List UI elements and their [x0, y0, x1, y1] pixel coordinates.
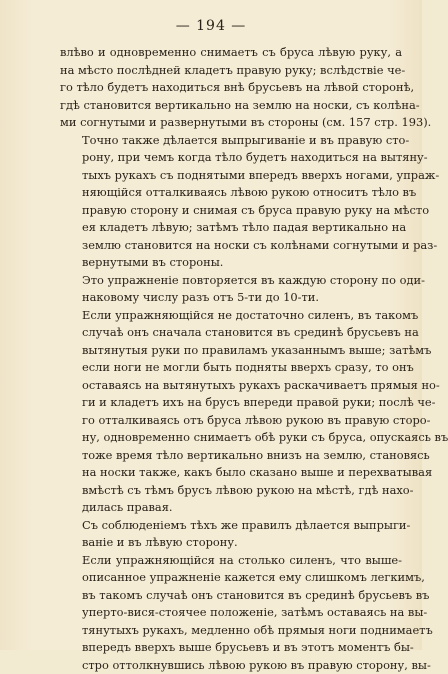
text-line: вытянутыя руки по правиламъ указаннымъ выше; затѣмъ — [60, 342, 402, 360]
text-line: случаѣ онъ сначала становится въ срединѣ брусьевъ на — [60, 324, 402, 342]
text-line: вернутыми въ стороны. — [60, 254, 402, 272]
text-line: гдѣ становится вертикально на землю на носки, съ колѣна- — [60, 97, 402, 115]
text-line: го тѣло будетъ находиться внѣ брусьевъ на лѣвой сторонѣ, — [60, 79, 402, 97]
text-line: если ноги не могли быть подняты вверхъ сразу, то онъ — [60, 359, 402, 377]
page-number: — 194 — — [0, 18, 422, 34]
text-line: дилась правая. — [60, 499, 402, 517]
text-line: стро оттолкнувшись лѣвою рукою въ правую сторону, вы- — [60, 657, 402, 674]
text-line: тыхъ рукахъ съ поднятыми впередъ вверхъ ногами, упраж- — [60, 167, 402, 185]
text-line: няющійся отталкиваясь лѣвою рукою относитъ тѣло въ — [60, 184, 402, 202]
paragraph — [60, 552, 402, 674]
text-line: землю становится на носки съ колѣнами согнутыми и раз- — [60, 237, 402, 255]
text-line: вмѣстѣ съ тѣмъ брусъ лѣвою рукою на мѣстѣ, гдѣ нахо- — [60, 482, 402, 500]
text-line: Это упражненіе повторяется въ каждую сторону по оди- — [60, 272, 402, 290]
text-line: ваніе и въ лѣвую сторону. — [60, 534, 402, 552]
text-line: Точно также дѣлается выпрыгиваніе и въ правую сто- — [60, 132, 402, 150]
text-line: ги и кладетъ ихъ на брусъ впереди правой руки; послѣ че- — [60, 394, 402, 412]
text-line: уперто-вися-стоячее положеніе, затѣмъ оставаясь на вы- — [60, 604, 402, 622]
text-line: рону, при чемъ когда тѣло будетъ находиться на вытяну- — [60, 149, 402, 167]
text-line: Если упражняющійся не достаточно силенъ, въ такомъ — [60, 307, 402, 325]
text-line: наковому числу разъ отъ 5-ти до 10-ти. — [60, 289, 402, 307]
text-line: тянутыхъ рукахъ, медленно обѣ прямыя ноги поднимаетъ — [60, 622, 402, 640]
text-line: ея кладетъ лѣвую; затѣмъ тѣло падая вертикально на — [60, 219, 402, 237]
text-line: въ такомъ случаѣ онъ становится въ срединѣ брусьевъ въ — [60, 587, 402, 605]
text-line: описанное упражненіе кажется ему слишкомъ легкимъ, — [60, 569, 402, 587]
text-line: влѣво и одновременно снимаетъ съ бруса лѣвую руку, а — [60, 44, 402, 62]
text-line: тоже время тѣло вертикально внизъ на землю, становясь — [60, 447, 402, 465]
text-line: ми согнутыми и развернутыми въ стороны (см. 157 стр. 193). — [60, 114, 402, 132]
paragraph — [60, 272, 402, 307]
text-line: на мѣсто послѣдней кладетъ правую руку; вслѣдствіе че- — [60, 62, 402, 80]
text-line: на носки также, какъ было сказано выше и перехватывая — [60, 464, 402, 482]
text-line: Съ соблюденіемъ тѣхъ же правилъ дѣлается выпрыги- — [60, 517, 402, 535]
text-line: ну, одновременно снимаетъ обѣ руки съ бруса, опускаясь въ — [60, 429, 402, 447]
text-line: правую сторону и снимая съ бруса правую руку на мѣсто — [60, 202, 402, 220]
text-line: впередъ вверхъ выше брусьевъ и въ этотъ моментъ бы- — [60, 639, 402, 657]
text-line: го отталкиваясь отъ бруса лѣвою рукою въ правую сторо- — [60, 412, 402, 430]
paragraph — [60, 517, 402, 552]
body-text — [60, 44, 402, 674]
text-line: Если упражняющійся на столько силенъ, что выше- — [60, 552, 402, 570]
paragraph — [60, 307, 402, 517]
paragraph — [60, 132, 402, 272]
paragraph — [60, 44, 402, 132]
text-line: оставаясь на вытянутыхъ рукахъ раскачиваетъ прямыя но- — [60, 377, 402, 395]
